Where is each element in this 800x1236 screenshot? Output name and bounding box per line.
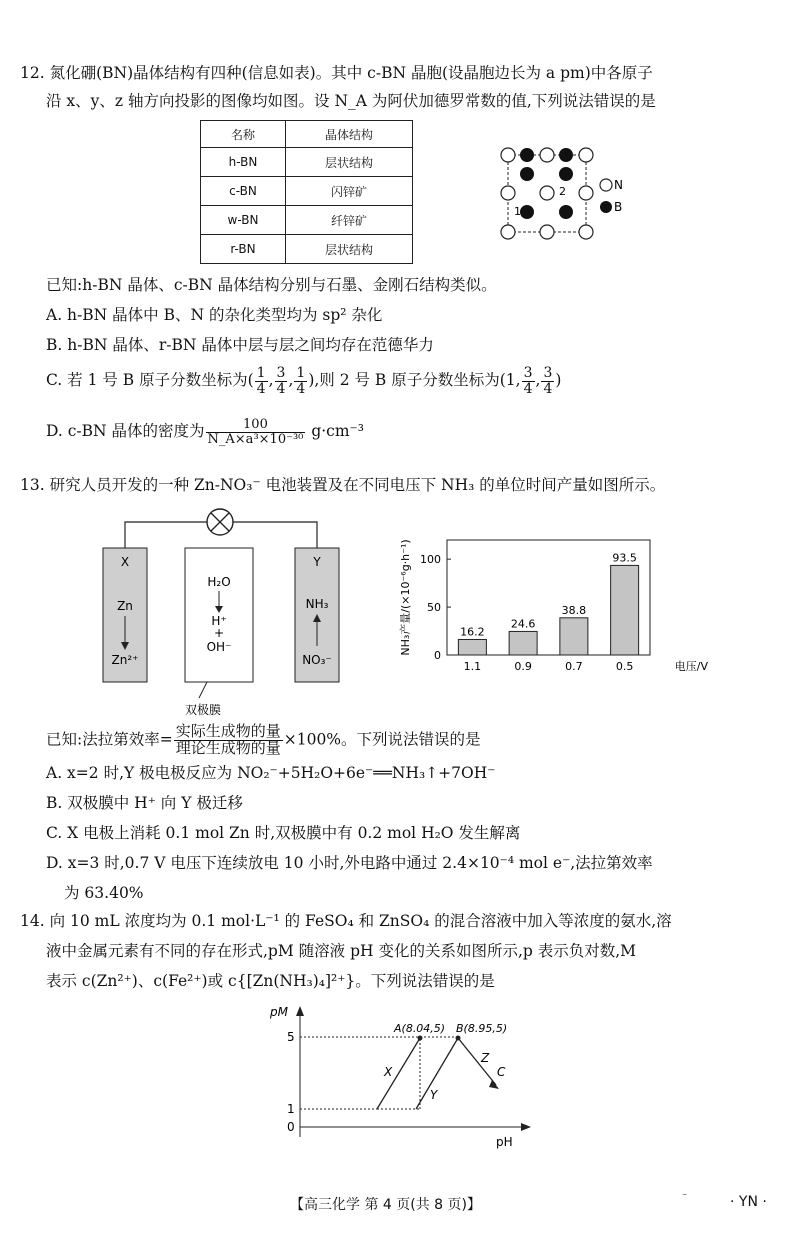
- plus-label: +: [213, 626, 225, 640]
- n-atom: [579, 148, 593, 162]
- fraction: $\frac{1}{4}$: [256, 365, 266, 397]
- table-header-row: [201, 121, 413, 148]
- q12-option-a: A. h-BN 晶体中 B、N 的杂化类型均为 sp² 杂化: [46, 306, 383, 324]
- x-axis-label: pH: [496, 1135, 513, 1149]
- option-d-prefix: D. c-BN 晶体的密度为: [46, 422, 205, 441]
- y-tick-label: 50: [427, 601, 441, 615]
- curve-z-label: Z: [481, 1051, 490, 1065]
- curve-x-label: X: [384, 1065, 393, 1079]
- x-axis-label: 电压/V: [674, 660, 708, 673]
- curve-arrow-icon: [489, 1080, 499, 1089]
- table-cell: 闪锌矿: [286, 177, 413, 206]
- y-tick-1: 1: [287, 1102, 295, 1116]
- legend-b-icon: [600, 201, 612, 213]
- legend-b-label: B: [614, 200, 623, 214]
- option-c-end: ): [555, 371, 562, 390]
- y-axis-label: NH₃产量/(×10⁻⁶g·h⁻¹): [399, 539, 412, 656]
- n-atom: [501, 225, 515, 239]
- x-tick-label: 0.7: [565, 660, 583, 673]
- bar-value-label: 16.2: [460, 625, 485, 639]
- faraday-suffix: ×100%。下列说法错误的是: [283, 730, 481, 749]
- b-atom: [559, 148, 573, 162]
- table-cell: w-BN: [201, 206, 286, 235]
- q13-option-d-line2: 为 63.40%: [64, 884, 144, 902]
- q12-option-b: B. h-BN 晶体、r-BN 晶体中层与层之间均存在范德华力: [46, 336, 434, 354]
- q13-option-c: C. X 电极上消耗 0.1 mol Zn 时,双极膜中有 0.2 mol H₂O 发生解离: [46, 824, 521, 842]
- fraction: $\frac{1}{4}$: [296, 365, 306, 397]
- battery-cell-diagram: [95, 498, 355, 738]
- wire-left: [125, 522, 208, 548]
- bar: [509, 631, 537, 655]
- n-atom: [501, 186, 515, 200]
- q13-option-d-line1: D. x=3 时,0.7 V 电压下连续放电 10 小时,外电路中通过 2.4×10⁻⁴ mol e⁻,法拉第效率: [46, 854, 653, 872]
- point-a: [418, 1036, 423, 1041]
- atom-label-2: 2: [559, 185, 566, 198]
- point-b-label: B(8.95,5): [456, 1022, 508, 1035]
- oh-minus-label: OH⁻: [206, 640, 232, 654]
- bn-info-table: [200, 120, 413, 264]
- point-c-label: C: [497, 1065, 506, 1079]
- cbn-projection-diagram: [490, 140, 640, 240]
- bar-value-label: 93.5: [612, 551, 637, 565]
- q12-option-d: [46, 418, 364, 446]
- nh3-label: NH₃: [305, 597, 329, 611]
- page-footer: 【高三化学 第 4 页(共 8 页)】: [290, 1197, 481, 1213]
- table-row: [201, 235, 413, 264]
- table-row: [201, 177, 413, 206]
- q12-option-c: C. 若 1 号 B 原子分数坐标为( $\frac{1}{4}$ , $\frac{3}{4}$ , $\frac{1}{4}$ ),则 2 号 B 原子分数坐标为(1, $\frac{3}{4}$ , $\frac{3}{4}$ ): [46, 365, 562, 397]
- bar: [560, 618, 588, 655]
- table-cell: 纤锌矿: [286, 206, 413, 235]
- q14-stem-line1: 14. 向 10 mL 浓度均为 0.1 mol·L⁻¹ 的 FeSO₄ 和 ZnSO₄ 的混合溶液中加入等浓度的氨水,溶: [20, 912, 672, 930]
- curve-y-z: [416, 1038, 496, 1109]
- n-atom: [540, 225, 554, 239]
- n-atom: [579, 225, 593, 239]
- y-tick-label: 100: [420, 553, 441, 567]
- q12-known: 已知:h-BN 晶体、c-BN 晶体结构分别与石墨、金刚石结构类似。: [46, 276, 497, 294]
- y-tick-0: 0: [287, 1120, 295, 1134]
- footer-dash: ⁻: [682, 1192, 688, 1203]
- table-cell: h-BN: [201, 148, 286, 177]
- x-tick-label: 0.9: [514, 660, 532, 673]
- point-a-label: A(8.04,5): [394, 1022, 446, 1035]
- fraction: $\frac{3}{4}$: [276, 365, 286, 397]
- zn2-label: Zn²⁺: [111, 653, 139, 667]
- membrane-label: 双极膜: [184, 703, 222, 717]
- option-c-prefix: C. 若 1 号 B 原子分数坐标为(: [46, 371, 254, 390]
- faraday-prefix: 已知:法拉第效率=: [46, 730, 173, 749]
- h-plus-label: H⁺: [211, 614, 227, 628]
- n-atom: [501, 148, 515, 162]
- bar: [611, 565, 639, 655]
- table-row: [201, 148, 413, 177]
- q13-stem-line1: 13. 研究人员开发的一种 Zn-NO₃⁻ 电池装置及在不同电压下 NH₃ 的单位时间产量如图所示。: [20, 476, 666, 494]
- zn-label: Zn: [117, 599, 133, 613]
- table-cell: 层状结构: [286, 148, 413, 177]
- y-tick-label: 0: [434, 649, 441, 662]
- pm-ph-graph: [270, 1000, 540, 1150]
- point-b: [456, 1036, 461, 1041]
- option-c-middle: ),则 2 号 B 原子分数坐标为(1,: [308, 371, 521, 390]
- x-axis-arrow-icon: [521, 1123, 531, 1131]
- q13-known: [46, 724, 481, 757]
- bar-value-label: 24.6: [510, 617, 536, 631]
- table-cell: r-BN: [201, 235, 286, 264]
- curve-y-label: Y: [430, 1088, 438, 1102]
- n-atom: [540, 186, 554, 200]
- b-atom: [520, 148, 534, 162]
- b-atom: [559, 205, 573, 219]
- n-atom: [540, 148, 554, 162]
- q14-stem-line2: 液中金属元素有不同的存在形式,pM 随溶液 pH 变化的关系如图所示,p 表示负对数,M: [46, 942, 637, 960]
- y-axis-label: pM: [270, 1005, 288, 1019]
- n-atom: [579, 186, 593, 200]
- table-cell: c-BN: [201, 177, 286, 206]
- atom-label-1: 1: [514, 205, 521, 218]
- bar: [458, 639, 486, 655]
- b-atom: [520, 205, 534, 219]
- nh3-yield-bar-chart: [385, 498, 710, 686]
- wire-right: [232, 522, 317, 548]
- density-fraction: $\frac{100}{\text{N\_A×a³×10⁻³⁰}}$: [207, 417, 304, 447]
- q14-stem-line3: 表示 c(Zn²⁺)、c(Fe²⁺)或 c{[Zn(NH₃)₄]²⁺}。下列说法错误的是: [46, 972, 495, 990]
- bar-value-label: 38.8: [561, 603, 587, 617]
- h2o-label: H₂O: [207, 575, 231, 589]
- x-tick-label: 1.1: [463, 660, 482, 673]
- q13-option-b: B. 双极膜中 H⁺ 向 Y 极迁移: [46, 794, 243, 812]
- q12-stem-line1: 12. 氮化硼(BN)晶体结构有四种(信息如表)。其中 c-BN 晶胞(设晶胞边长为 a pm)中各原子: [20, 64, 653, 82]
- y-electrode-label: Y: [313, 555, 321, 569]
- b-atom: [520, 167, 534, 181]
- no3-label: NO₃⁻: [302, 653, 332, 667]
- y-axis-arrow-icon: [296, 1006, 304, 1016]
- legend-n-label: N: [614, 178, 623, 192]
- table-row: [201, 206, 413, 235]
- x-tick-label: 0.5: [615, 660, 634, 673]
- y-tick-5: 5: [287, 1030, 295, 1044]
- table-header-name: 名称: [201, 121, 286, 148]
- x-electrode-label: X: [120, 555, 130, 569]
- density-unit: g·cm⁻³: [311, 422, 364, 441]
- faraday-fraction: $\frac{\text{实际生成物的量}}{\text{理论生成物的量}}$: [175, 722, 281, 757]
- q13-option-a: A. x=2 时,Y 极电极反应为 NO₂⁻+5H₂O+6e⁻══NH₃↑+7OH⁻: [46, 764, 496, 782]
- table-cell: 层状结构: [286, 235, 413, 264]
- footer-code: · YN ·: [730, 1194, 767, 1210]
- b-atom: [559, 167, 573, 181]
- fraction: $\frac{3}{4}$: [523, 365, 533, 397]
- fraction: $\frac{3}{4}$: [543, 365, 553, 397]
- q12-stem-line2: 沿 x、y、z 轴方向投影的图像均如图。设 N_A 为阿伏加德罗常数的值,下列说法错误的是: [46, 92, 656, 110]
- table-header-structure: 晶体结构: [286, 121, 413, 148]
- n-atoms: [501, 148, 593, 239]
- legend-n-icon: [600, 179, 612, 191]
